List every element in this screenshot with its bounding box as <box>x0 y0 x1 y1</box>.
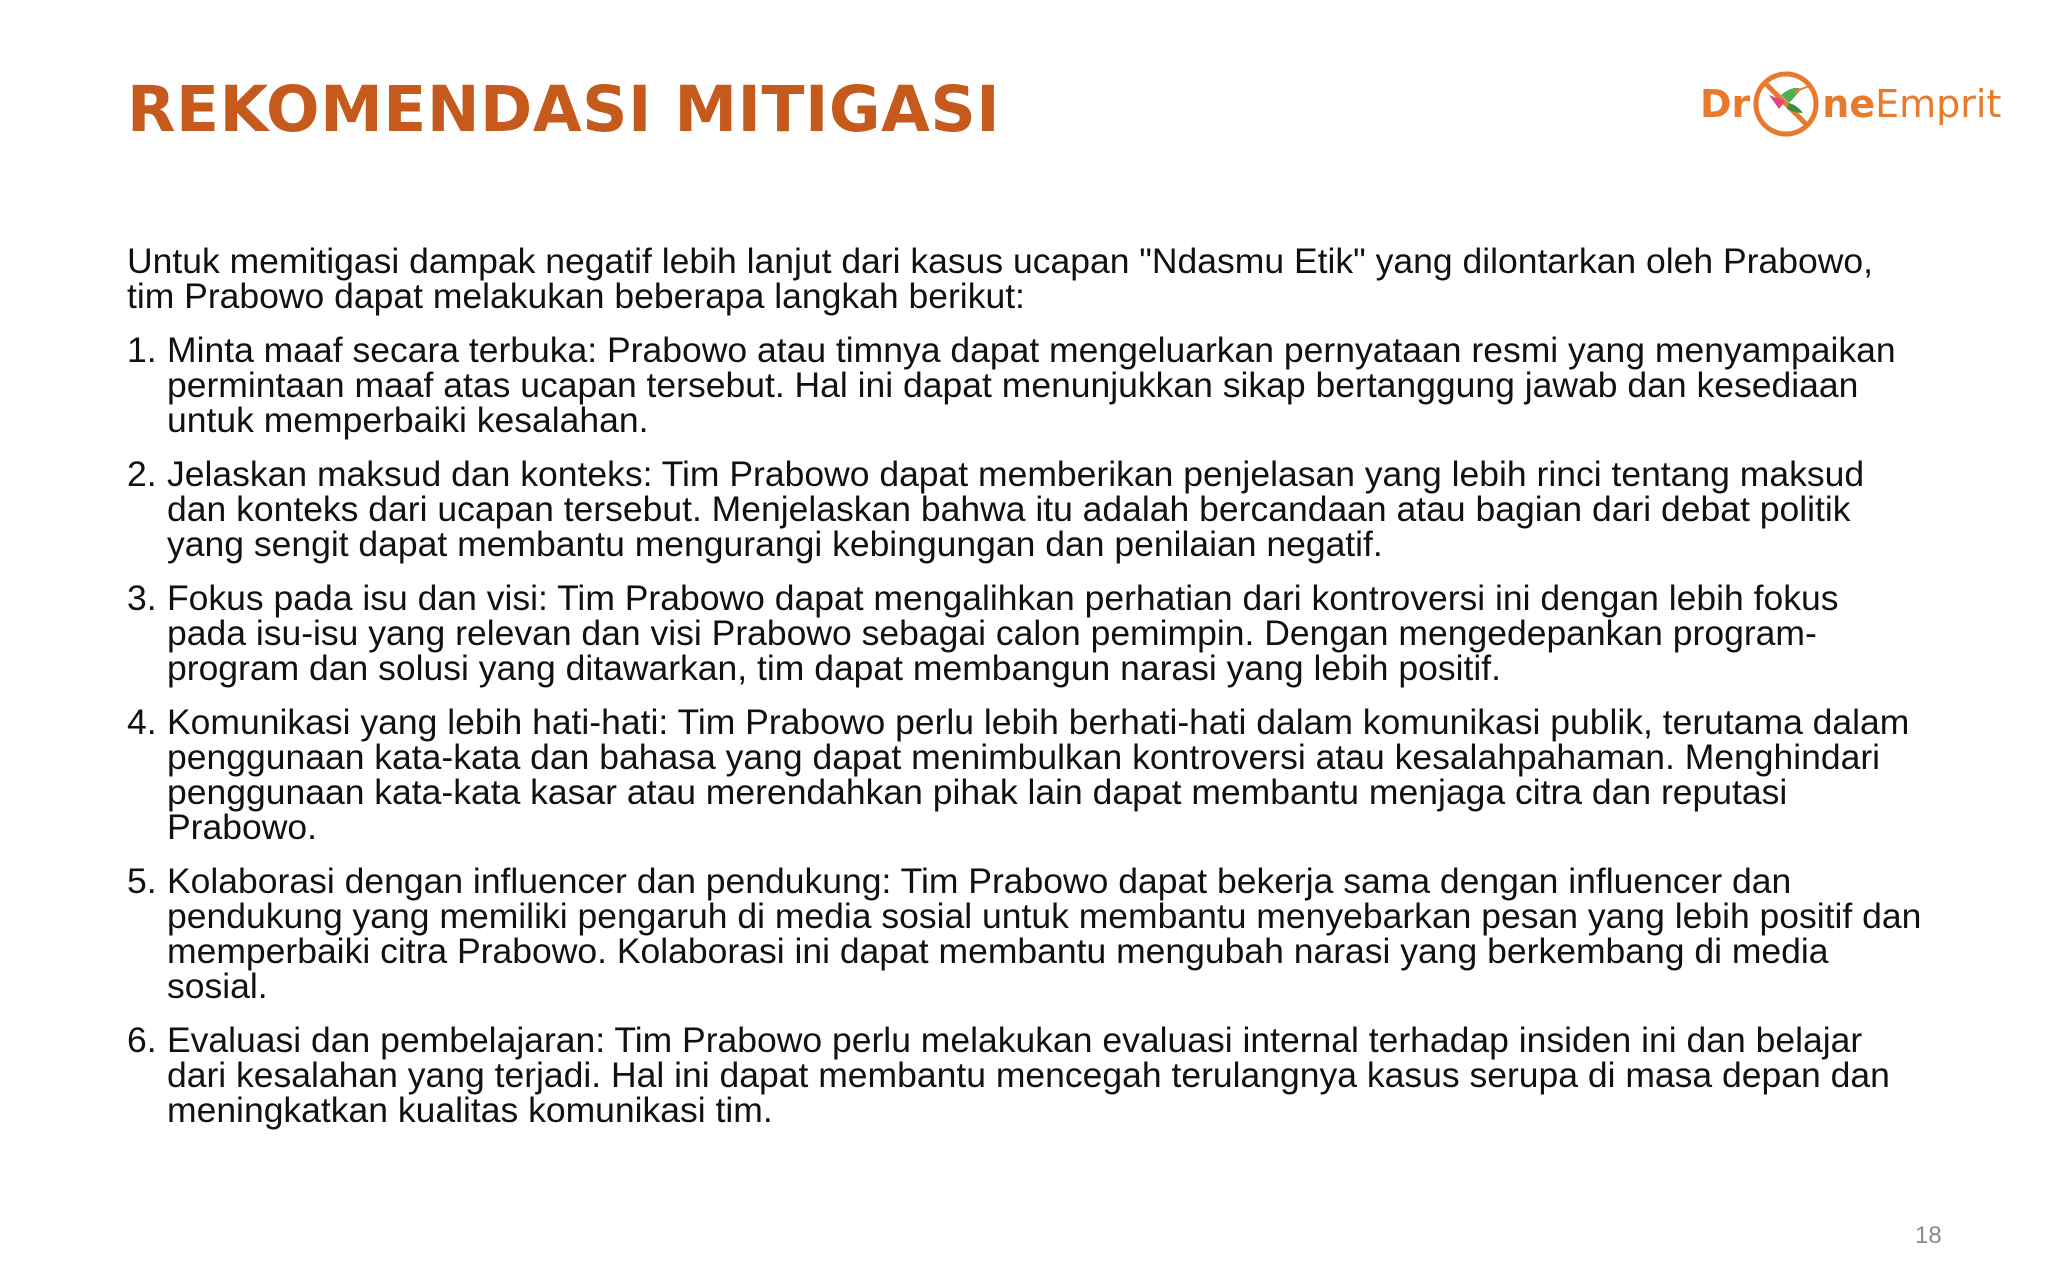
step-text: Kolaborasi dengan influencer dan pendukung: Tim Prabowo dapat bekerja sama dengan influencer dan pendukung yang memiliki pengaruh di media sosial untuk membantu menyebarkan pesan yang lebih positif dan memperbaiki citra Prabowo. Kolaborasi ini dapat membantu mengubah narasi yang berkembang di media sosial. <box>167 861 1922 1006</box>
step-number: 1. <box>127 330 157 370</box>
hummingbird-circle-icon <box>1751 69 1821 139</box>
droneemprit-logo <box>1700 64 2001 144</box>
step-number: 3. <box>127 578 157 618</box>
mitigation-steps-list <box>127 330 1927 1130</box>
mitigation-step <box>127 330 1927 440</box>
step-text: Evaluasi dan pembelajaran: Tim Prabowo perlu melakukan evaluasi internal terhadap insiden ini dan belajar dari kesalahan yang terjadi. Hal ini dapat membantu mencegah terulangnya kasus serupa di masa depan dan meningkatkan kualitas komunikasi tim. <box>167 1020 1890 1130</box>
step-number: 5. <box>127 861 157 901</box>
step-number: 6. <box>127 1020 157 1060</box>
mitigation-step <box>127 578 1927 688</box>
mitigation-step <box>127 1020 1927 1130</box>
step-number: 2. <box>127 454 157 494</box>
mitigation-step <box>127 454 1927 564</box>
page-number: 18 <box>1915 1222 1942 1249</box>
intro-paragraph: Untuk memitigasi dampak negatif lebih lanjut dari kasus ucapan "Ndasmu Etik" yang dilontarkan oleh Prabowo, tim Prabowo dapat melakukan beberapa langkah berikut: <box>127 241 1873 316</box>
mitigation-step <box>127 702 1927 847</box>
step-number: 4. <box>127 702 157 742</box>
logo-text-left: Dr <box>1700 82 1751 126</box>
step-text: Fokus pada isu dan visi: Tim Prabowo dapat mengalihkan perhatian dari kontroversi ini dengan lebih fokus pada isu-isu yang relevan dan visi Prabowo sebagai calon pemimpin. Dengan mengedepankan program-program dan solusi yang ditawarkan, tim dapat membangun narasi yang lebih positif. <box>167 578 1839 688</box>
slide-title: REKOMENDASI MITIGASI <box>127 73 1001 146</box>
logo-text-right: Emprit <box>1875 82 2002 126</box>
step-text: Komunikasi yang lebih hati-hati: Tim Prabowo perlu lebih berhati-hati dalam komunikasi publik, terutama dalam penggunaan kata-kata dan bahasa yang dapat menimbulkan kontroversi atau kesalahpahaman. Menghindari penggunaan kata-kata kasar atau merendahkan pihak lain dapat membantu menjaga citra dan reputasi Prabowo. <box>167 702 1910 847</box>
step-text: Minta maaf secara terbuka: Prabowo atau timnya dapat mengeluarkan pernyataan resmi yang menyampaikan permintaan maaf atas ucapan tersebut. Hal ini dapat menunjukkan sikap bertanggung jawab dan kesediaan untuk memperbaiki kesalahan. <box>167 330 1896 440</box>
mitigation-step <box>127 861 1927 1006</box>
slide-body <box>127 241 1927 1147</box>
logo-text-mid: ne <box>1822 82 1876 126</box>
step-text: Jelaskan maksud dan konteks: Tim Prabowo dapat memberikan penjelasan yang lebih rinci tentang maksud dan konteks dari ucapan tersebut. Menjelaskan bahwa itu adalah bercandaan atau bagian dari debat politik yang sengit dapat membantu mengurangi kebingungan dan penilaian negatif. <box>167 454 1865 564</box>
